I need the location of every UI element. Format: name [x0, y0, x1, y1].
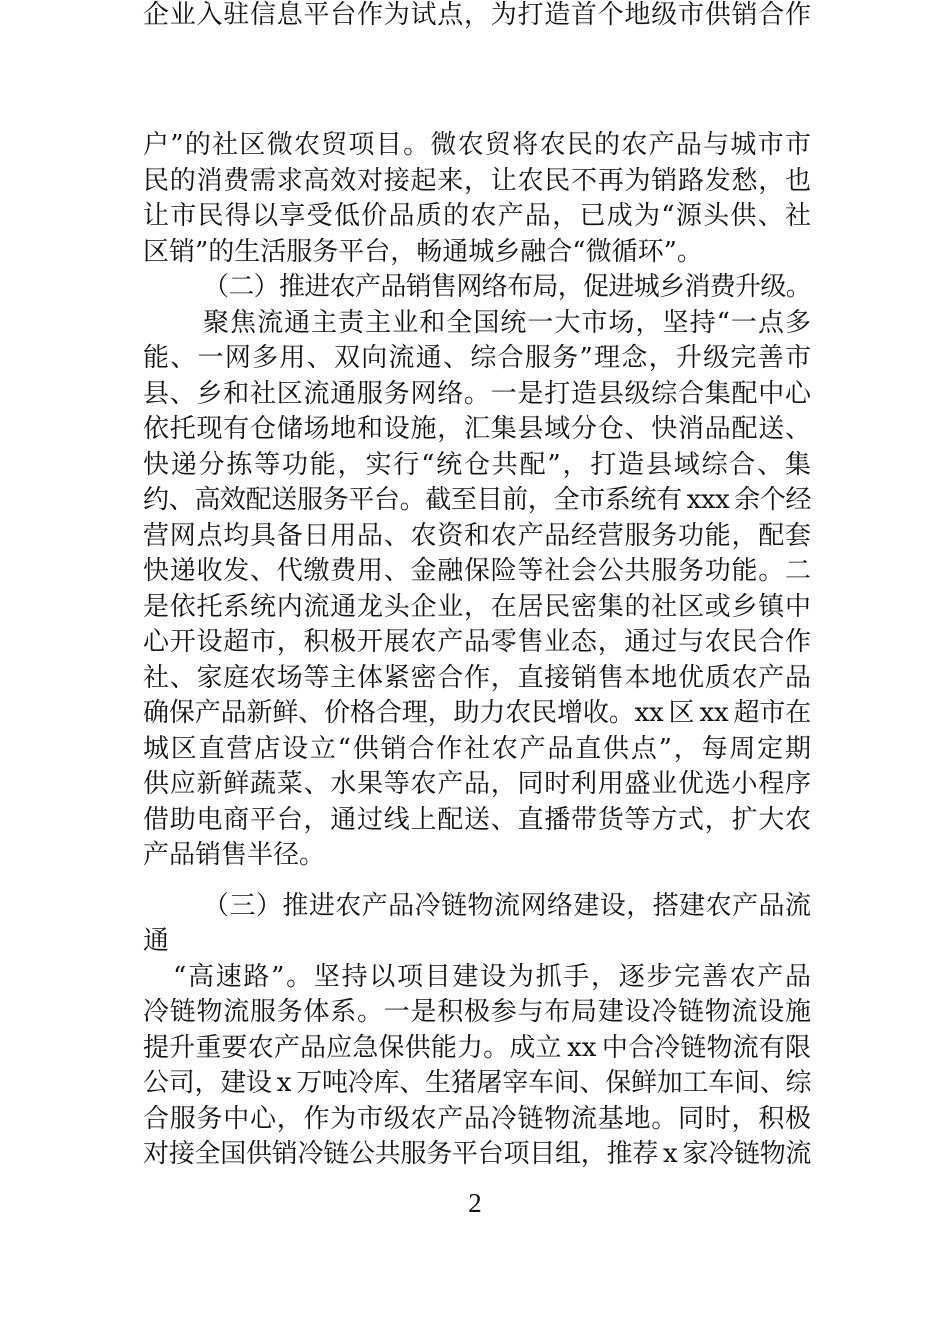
text-line: （三）推进农产品冷链物流网络建设，搭建农产品流 [203, 891, 811, 921]
text-line: 民的消费需求高效对接起来，让农民不再为销路发愁，也 [143, 166, 811, 196]
text-line: （二）推进农产品销售网络布局，促进城乡消费升级。 [203, 272, 811, 302]
text-line: 对接全国供销冷链公共服务平台项目组，推荐 x 家冷链物流 [143, 1139, 812, 1169]
text-line: 产品销售半径。 [143, 840, 326, 870]
text-line: 冷链物流服务体系。一是积极参与布局建设冷链物流设施 [143, 997, 811, 1027]
text-line: 户”的社区微农贸项目。微农贸将农民的农产品与城市市 [143, 130, 811, 160]
text-line: 提升重要农产品应急保供能力。成立 xx 中合冷链物流有限 [143, 1033, 811, 1063]
text-line: 是依托系统内流通龙头企业，在居民密集的社区或乡镇中 [143, 592, 811, 622]
text-line: 聚焦流通主责主业和全国统一大市场，坚持“一点多 [203, 308, 811, 338]
text-line: 确保产品新鲜、价格合理，助力农民增收。xx 区 xx 超市在 [143, 698, 811, 728]
text-line: 社、家庭农场等主体紧密合作，直接销售本地优质农产品 [143, 663, 811, 693]
text-line: 约、高效配送服务平台。截至目前，全市系统有 xxx 余个经 [143, 485, 811, 515]
text-line: “高速路”。坚持以项目建设为抓手，逐步完善农产品 [173, 962, 811, 992]
text-line: 依托现有仓储场地和设施，汇集县域分仓、快消品配送、 [143, 414, 811, 444]
text-line: 合服务中心，作为市级农产品冷链物流基地。同时，积极 [143, 1104, 811, 1134]
text-line: 区销”的生活服务平台，畅通城乡融合“微循环”。 [143, 237, 703, 267]
text-line: 让市民得以享受低价品质的农产品，已成为“源头供、社 [143, 201, 811, 231]
text-line: 城区直营店设立“供销合作社农产品直供点”，每周定期 [143, 734, 811, 764]
text-line: 快递收发、代缴费用、金融保险等社会公共服务功能。二 [143, 556, 811, 586]
text-line: 营网点均具备日用品、农资和农产品经营服务功能，配套 [143, 521, 811, 551]
text-line: 供应新鲜蔬菜、水果等农产品，同时利用盛业优选小程序 [143, 769, 811, 799]
page-number: 2 [468, 1188, 482, 1218]
text-line: 通 [143, 926, 170, 956]
text-line: 快递分拣等功能，实行“统仓共配”，打造县域综合、集 [143, 450, 811, 480]
text-line: 企业入驻信息平台作为试点，为打造首个地级市供销合作 [143, 0, 811, 30]
text-line: 县、乡和社区流通服务网络。一是打造县级综合集配中心 [143, 379, 811, 409]
text-line: 借助电商平台，通过线上配送、直播带货等方式，扩大农 [143, 805, 811, 835]
text-line: 心开设超市，积极开展农产品零售业态，通过与农民合作 [143, 627, 811, 657]
text-line: 公司，建设 x 万吨冷库、生猪屠宰车间、保鲜加工车间、综 [143, 1068, 812, 1098]
text-line: 能、一网多用、双向流通、综合服务”理念，升级完善市 [143, 343, 811, 373]
